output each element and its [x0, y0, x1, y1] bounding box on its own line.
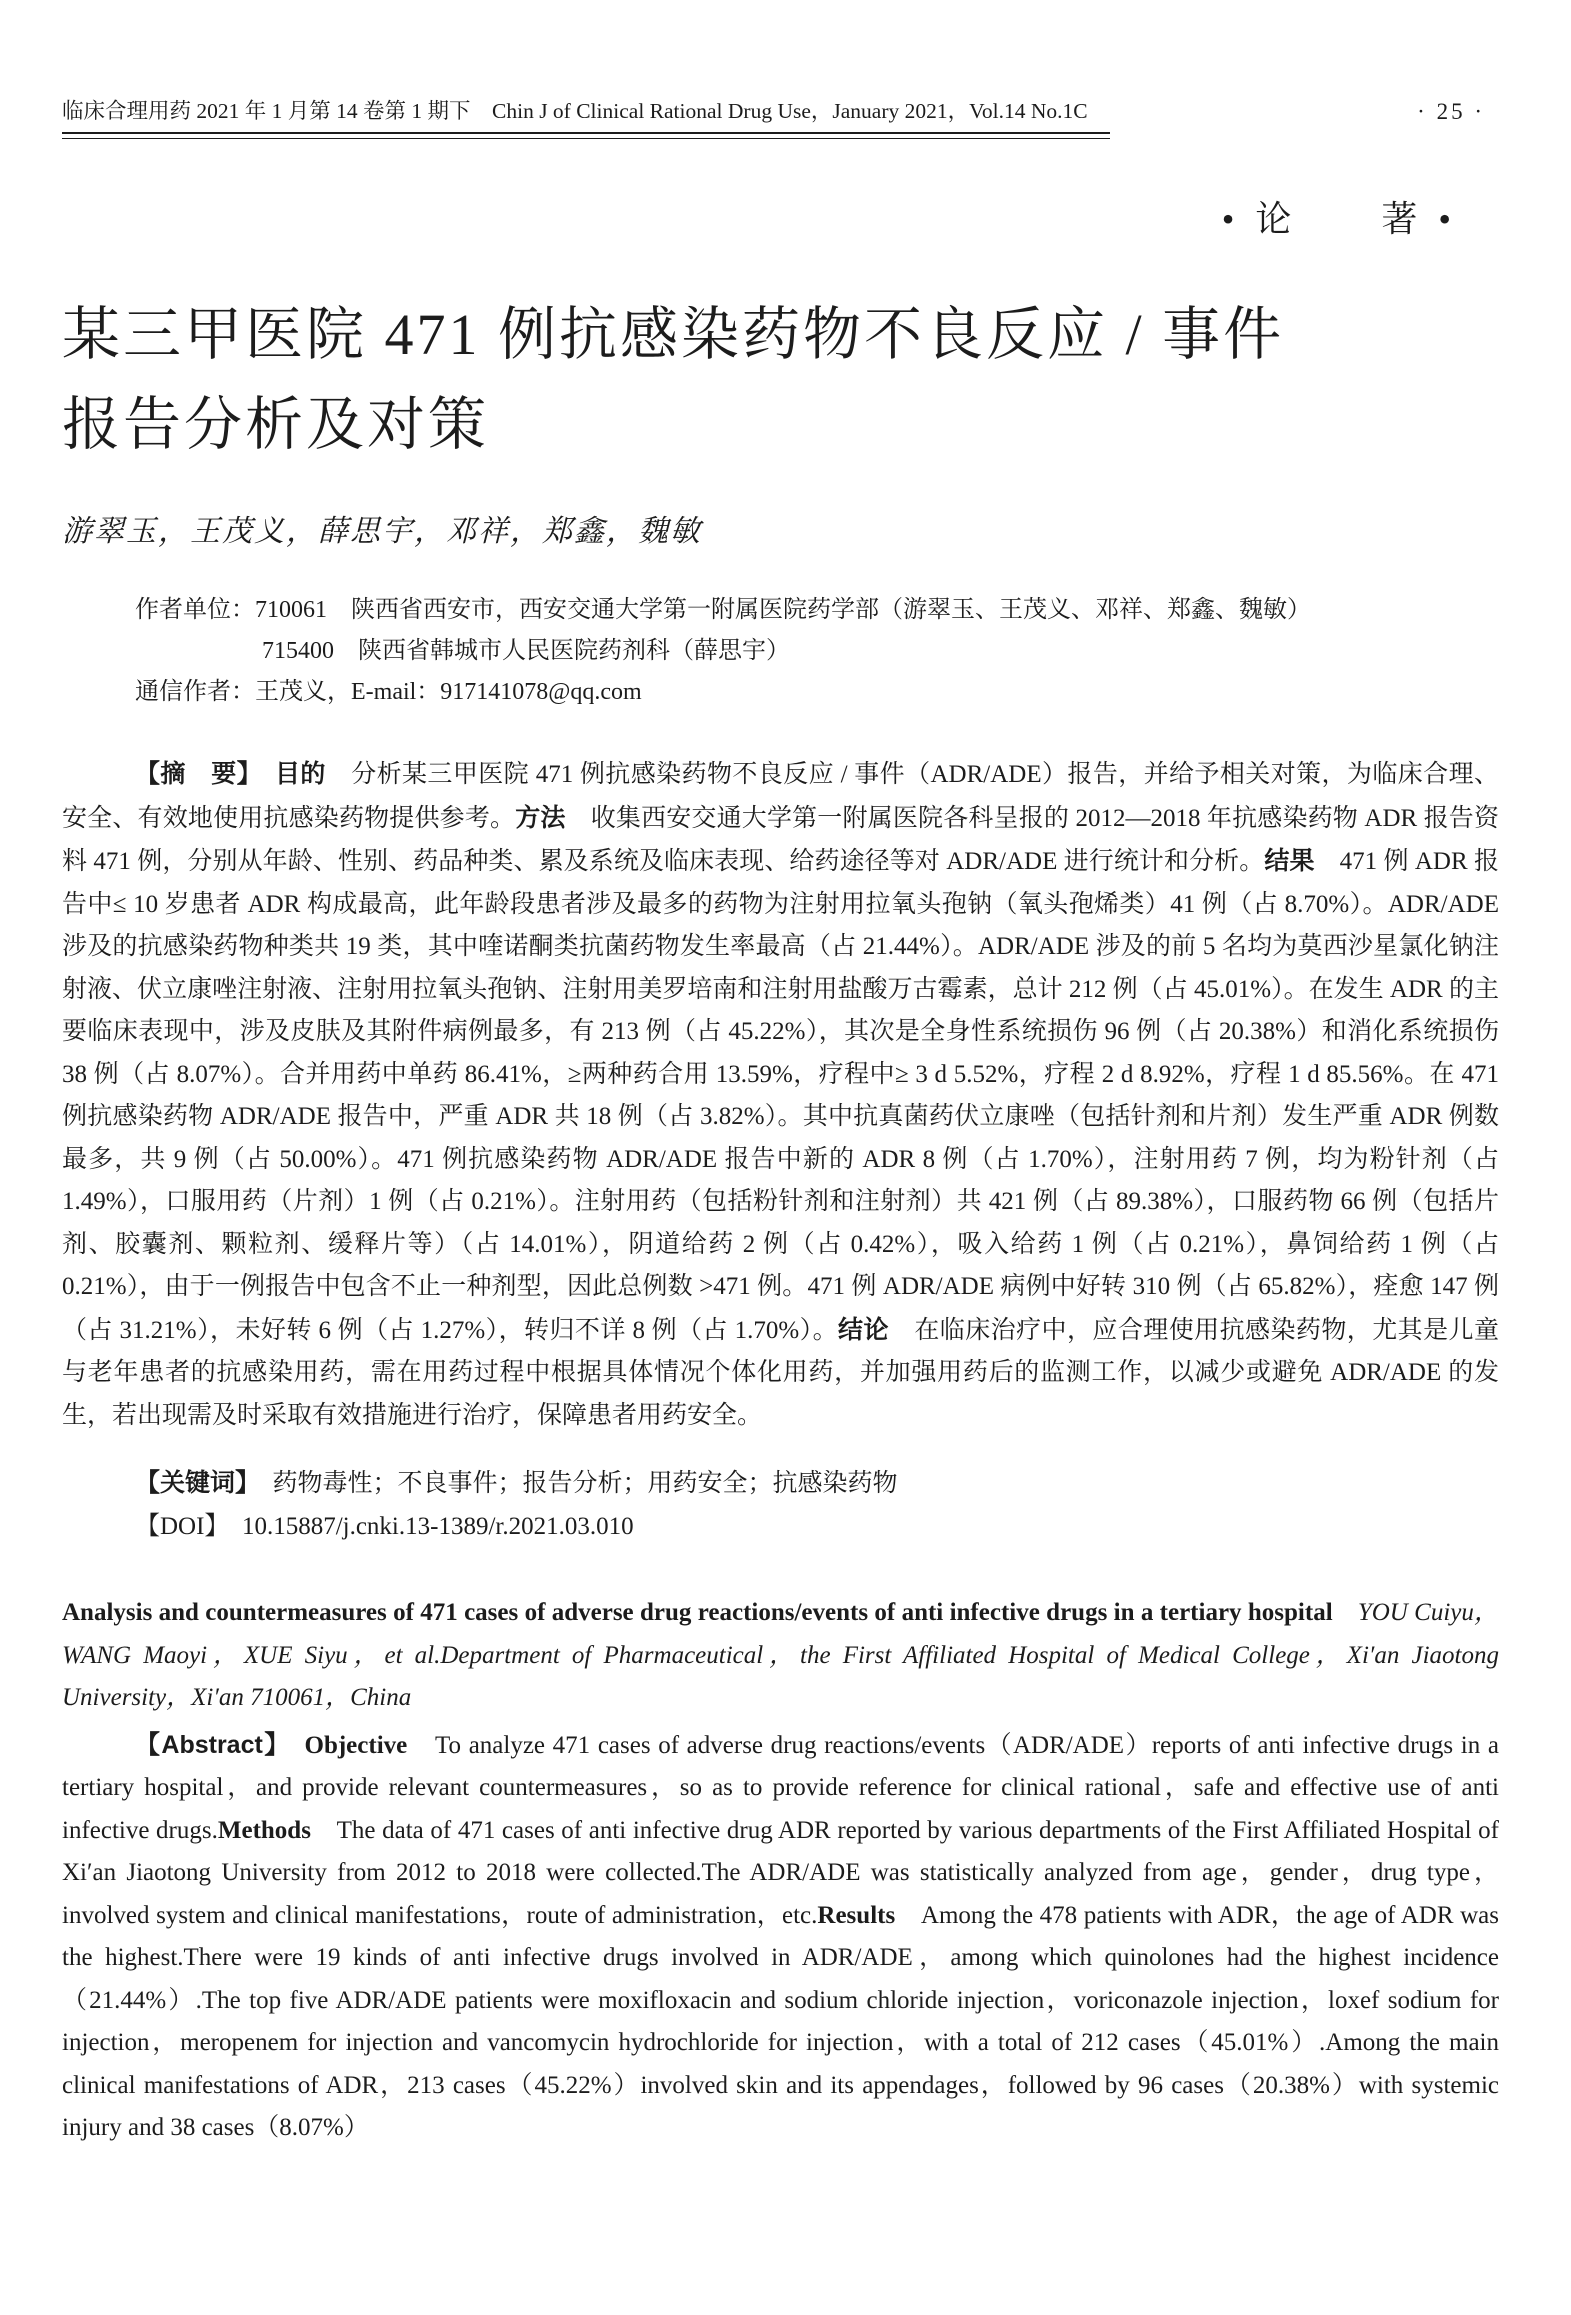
english-title: Analysis and countermeasures of 471 cases of adverse drug reactions/events of anti infective drugs in a tertiary hospital YOU Cuiyu，WANG Maoyi，XUE Siyu，et al.Department of Pharmaceutical，the First Affiliated Hospital of Medical College，Xi′an Jiaotong University，Xi′an 710061，China	[62, 1599, 1499, 1711]
doi-label: 【DOI】	[135, 1512, 217, 1540]
author-list: 游翠玉，王茂义，薛思宇，邓祥，郑鑫，魏敏	[62, 515, 702, 548]
affiliation-line1: 作者单位：710061 陕西省西安市，西安交通大学第一附属医院药学部（游翠玉、王茂义、邓祥、郑鑫、魏敏）	[135, 597, 1311, 623]
article-title-line1: 某三甲医院 471 例抗感染药物不良反应 / 事件	[62, 302, 1285, 367]
affiliations-block	[62, 590, 1499, 713]
keywords-text: 药物毒性；不良事件；报告分析；用药安全；抗感染药物	[247, 1470, 898, 1497]
abstract-english: 【Abstract】 Objective To analyze 471 cases of adverse drug reactions/events（ADR/ADE）reports of anti infective drugs in a tertiary hospital，and provide relevant countermeasures，so as to provide reference for clinical rational，safe and effective use of anti infective drugs.Methods The data of 471 cases of anti infective drug ADR reported by various departments of the First Affiliated Hospital of Xi′an Jiaotong University from 2012 to 2018 were collected.The ADR/ADE was statistically analyzed from age，gender，drug type，involved system and clinical manifestations，route of administration，etc.Results Among the 478 patients with ADR，the age of ADR was the highest.There were 19 kinds of anti infective drugs involved in ADR/ADE，among which quinolones had the highest incidence（21.44%）.The top five ADR/ADE patients were moxifloxacin and sodium chloride injection，voriconazole injection，loxef sodium for injection，meropenem for injection and vancomycin hydrochloride for injection，with a total of 212 cases（45.01%）.Among the main clinical manifestations of ADR，213 cases（45.22%）involved skin and its appendages，followed by 96 cases（20.38%）with systemic injury and 38 cases（8.07%）	[62, 1730, 1499, 2141]
article-title-line2: 报告分析及对策	[62, 392, 490, 457]
keywords-line	[62, 1462, 1499, 1506]
page-number: · 25 ·	[1417, 99, 1485, 124]
doi-text: 10.15887/j.cnki.13-1389/r.2021.03.010	[216, 1512, 634, 1540]
affiliation-line2: 715400 陕西省韩城市人民医院药剂科（薛思宇）	[262, 638, 790, 664]
article-category: • 论 著 •	[1221, 199, 1457, 239]
english-section	[62, 1592, 1499, 2150]
abstract-chinese: 【摘 要】 目的 分析某三甲医院 471 例抗感染药物不良反应 / 事件（ADR/ADE）报告，并给予相关对策，为临床合理、安全、有效地使用抗感染药物提供参考。方法 收集西安交通大学第一附属医院各科呈报的 2012—2018 年抗感染药物 ADR 报告资料 471 例，分别从年龄、性别、药品种类、累及系统及临床表现、给药途径等对 ADR/ADE 进行统计和分析。结果 471 例 ADR 报告中≤ 10 岁患者 ADR 构成最高，此年龄段患者涉及最多的药物为注射用拉氧头孢钠（氧头孢烯类）41 例（占 8.70%）。ADR/ADE 涉及的抗感染药物种类共 19 类，其中喹诺酮类抗菌药物发生率最高（占 21.44%）。ADR/ADE 涉及的前 5 名均为莫西沙星氯化钠注射液、伏立康唑注射液、注射用拉氧头孢钠、注射用美罗培南和注射用盐酸万古霉素，总计 212 例（占 45.01%）。在发生 ADR 的主要临床表现中，涉及皮肤及其附件病例最多，有 213 例（占 45.22%），其次是全身性系统损伤 96 例（占 20.38%）和消化系统损伤 38 例（占 8.07%）。合并用药中单药 86.41%，≥两种药合用 13.59%，疗程中≥ 3 d 5.52%，疗程 2 d 8.92%，疗程 1 d 85.56%。在 471 例抗感染药物 ADR/ADE 报告中，严重 ADR 共 18 例（占 3.82%）。其中抗真菌药伏立康唑（包括针剂和片剂）发生严重 ADR 例数最多，共 9 例（占 50.00%）。471 例抗感染药物 ADR/ADE 报告中新的 ADR 8 例（占 1.70%），注射用药 7 例，均为粉针剂（占 1.49%），口服用药（片剂）1 例（占 0.21%）。注射用药（包括粉针剂和注射剂）共 421 例（占 89.38%），口服药物 66 例（包括片剂、胶囊剂、颗粒剂、缓释片等）（占 14.01%），阴道给药 2 例（占 0.42%），吸入给药 1 例（占 0.21%），鼻饲给药 1 例（占 0.21%），由于一例报告中包含不止一种剂型，因此总例数 >471 例。471 例 ADR/ADE 病例中好转 310 例（占 65.82%），痊愈 147 例（占 31.21%），未好转 6 例（占 1.27%），转归不详 8 例（占 1.70%）。结论 在临床治疗中，应合理使用抗感染药物，尤其是儿童与老年患者的抗感染用药，需在用药过程中根据具体情况个体化用药，并加强用药后的监测工作，以减少或避免 ADR/ADE 的发生，若出现需及时采取有效措施进行治疗，保障患者用药安全。	[62, 760, 1499, 1429]
correspondence-line: 通信作者：王茂义，E-mail：917141078@qq.com	[135, 679, 642, 705]
journal-info: 临床合理用药 2021 年 1 月第 14 卷第 1 期下 Chin J of Clinical Rational Drug Use，January 2021，Vol.14 No.1C	[62, 99, 1088, 123]
running-head	[62, 94, 1499, 125]
article-title	[62, 290, 1499, 470]
doi-line	[62, 1506, 1499, 1549]
header-rule	[62, 132, 1110, 139]
keywords-label: 【关键词】	[135, 1469, 248, 1497]
